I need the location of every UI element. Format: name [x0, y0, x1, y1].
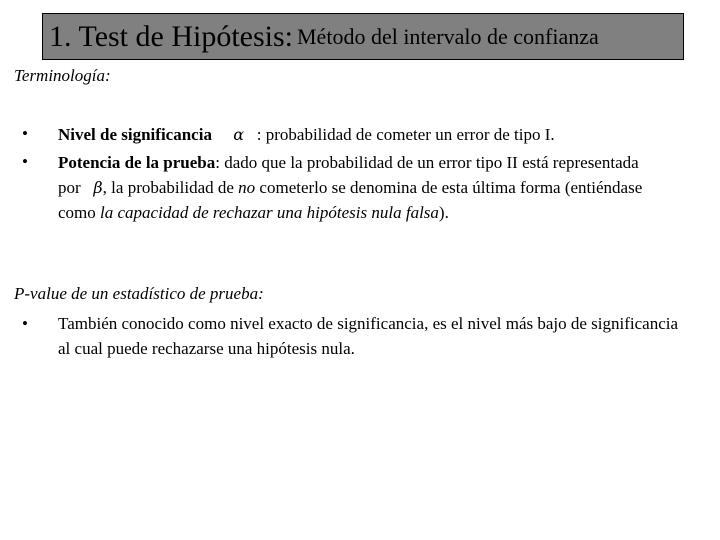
- term-power: Potencia de la prueba: [58, 153, 216, 172]
- power-text-b: , la probabilidad de: [102, 178, 234, 197]
- power-text-d: ).: [438, 203, 449, 222]
- power-emphasis-phrase: la capacidad de rechazar una hipótesis nula falsa: [100, 203, 439, 222]
- title-subtitle: Método del intervalo de confianza: [297, 23, 599, 49]
- terminology-heading: Terminología:: [14, 66, 111, 85]
- slide-title: [42, 13, 684, 60]
- list-item-power: [58, 150, 683, 225]
- list-item-significance: [58, 122, 683, 147]
- bullet-marker: •: [22, 152, 28, 171]
- term-significance: Nivel de significancia: [58, 125, 212, 144]
- list-item-pvalue: También conocido como nivel exacto de significancia, es el nivel más bajo de significancia al cual puede rechazarse una hipótesis nula.: [58, 314, 679, 358]
- bullet-marker: •: [22, 314, 28, 333]
- bullet-marker: •: [22, 124, 28, 143]
- power-text-a: : dado que la probabilidad de un error tipo II está representada por: [58, 153, 639, 197]
- power-emphasis-no: no: [238, 178, 256, 197]
- title-main: 1. Test de Hipótesis:: [49, 19, 293, 53]
- alpha-symbol: α: [233, 125, 245, 144]
- power-text-c: cometerlo se denomina de esta última forma (entiéndase como: [58, 178, 643, 222]
- beta-symbol: β: [93, 178, 103, 197]
- pvalue-heading: P-value de un estadístico de prueba:: [14, 284, 264, 303]
- definition-significance: : probabilidad de cometer un error de tipo I.: [256, 125, 555, 144]
